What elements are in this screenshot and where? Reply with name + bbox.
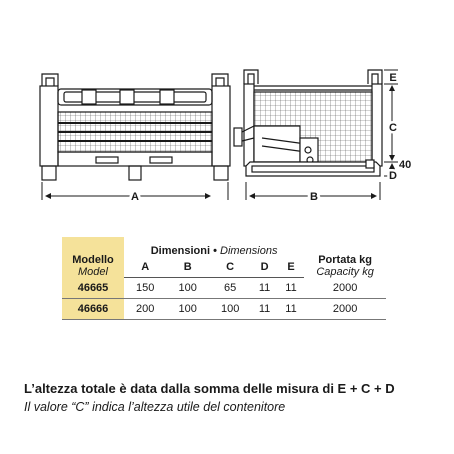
table-row bbox=[62, 278, 386, 299]
value-a: 150 bbox=[124, 278, 166, 299]
dimension-e-label: E bbox=[389, 72, 397, 84]
value-e: 11 bbox=[278, 299, 304, 320]
capacity-value: 2000 bbox=[304, 278, 386, 299]
dimension-b-label: B bbox=[310, 191, 318, 203]
dimensions-header: Dimensioni • Dimensions bbox=[150, 245, 278, 257]
value-b: 100 bbox=[166, 299, 208, 320]
dimensions-table bbox=[62, 237, 386, 320]
value-d: 11 bbox=[251, 278, 277, 299]
capacity-value: 2000 bbox=[304, 299, 386, 320]
side-view bbox=[234, 70, 382, 176]
value-d: 11 bbox=[251, 299, 277, 320]
table-row bbox=[62, 299, 386, 320]
dimension-fixed-value: 40 bbox=[399, 159, 412, 171]
dimension-a-label: A bbox=[131, 191, 139, 203]
dimension-d-label: D bbox=[389, 170, 397, 182]
c-value-note: Il valore “C” indica l’altezza utile del contenitore bbox=[24, 400, 286, 414]
value-c: 100 bbox=[209, 299, 251, 320]
front-view bbox=[40, 74, 230, 180]
model-code: 46666 bbox=[62, 299, 124, 320]
container-technical-drawing bbox=[0, 0, 454, 220]
value-c: 65 bbox=[209, 278, 251, 299]
model-code: 46665 bbox=[62, 278, 124, 299]
value-b: 100 bbox=[166, 278, 208, 299]
model-header: Modello Model bbox=[62, 237, 124, 278]
dimension-c-label: C bbox=[389, 122, 397, 134]
column-header-d: D bbox=[251, 257, 277, 278]
total-height-note: L’altezza totale è data dalla somma delle misura di E + C + D bbox=[24, 381, 395, 396]
value-a: 200 bbox=[124, 299, 166, 320]
value-e: 11 bbox=[278, 278, 304, 299]
column-header-a: A bbox=[124, 257, 166, 278]
capacity-header: Portata kg Capacity kg bbox=[316, 253, 374, 278]
column-header-c: C bbox=[209, 257, 251, 278]
column-header-e: E bbox=[278, 257, 304, 278]
column-header-b: B bbox=[166, 257, 208, 278]
